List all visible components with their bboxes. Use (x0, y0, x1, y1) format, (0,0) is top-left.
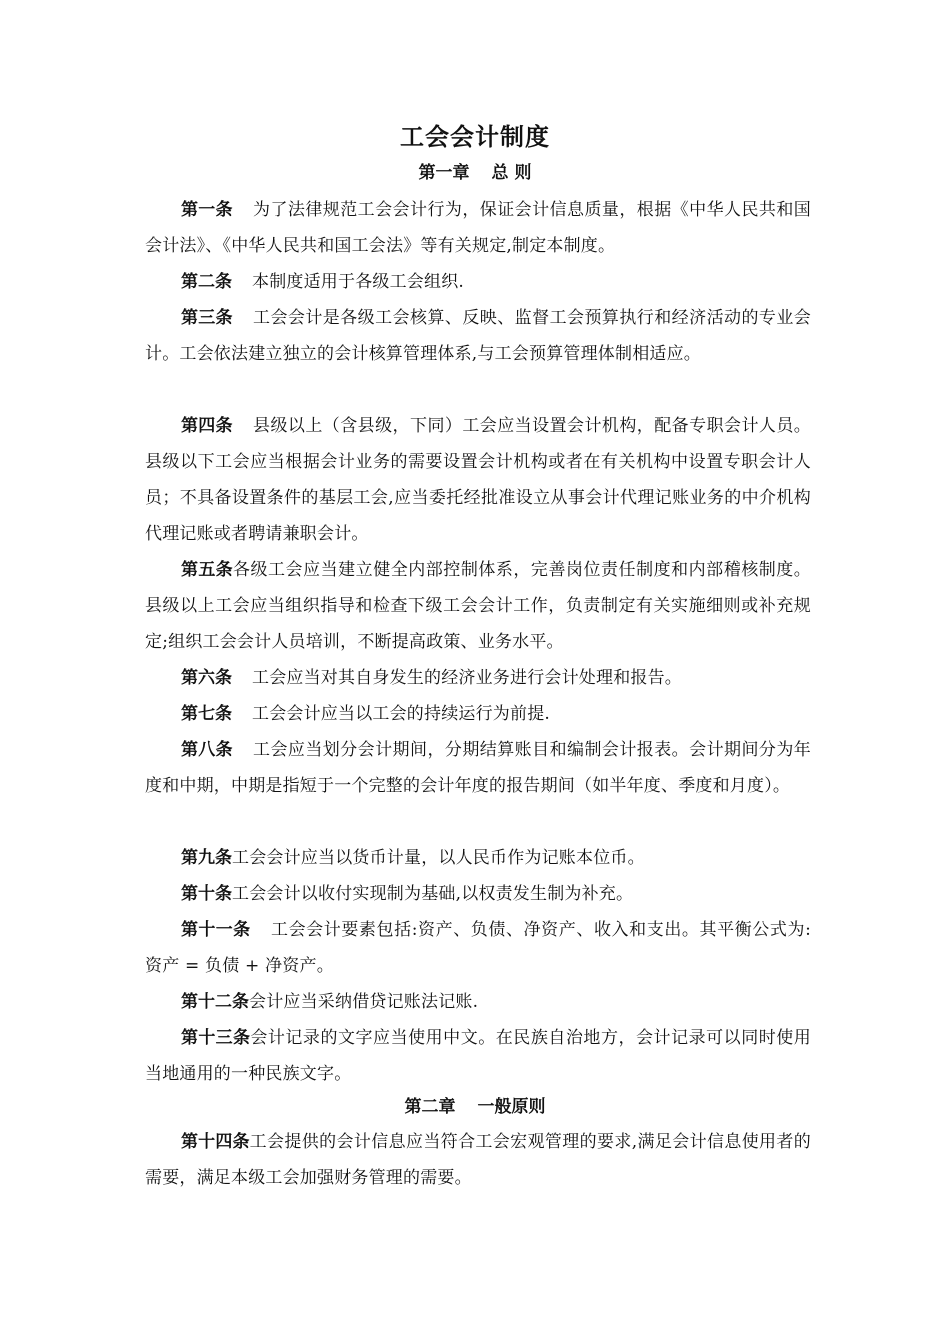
article-text: 各级工会应当建立健全内部控制体系，完善岗位责任制度和内部稽核制度。县级以上工会应当组织指导和检查下级工会会计工作，负责制定有关实施细则或补充规定;组织工会会计人员培训，不断提高政策、业务水平。 (145, 560, 811, 652)
article-11 (145, 912, 811, 984)
article-label: 第十二条 (181, 992, 249, 1012)
article-text: 工会应当划分会计期间，分期结算账目和编制会计报表。会计期间分为年度和中期，中期是指短于一个完整的会计年度的报告期间（如半年度、季度和月度）。 (145, 740, 812, 796)
article-label: 第三条 (181, 308, 233, 328)
article-label: 第一条 (181, 200, 233, 220)
chapter-number: 第二章 (404, 1097, 456, 1117)
article-text: 为了法律规范工会会计行为，保证会计信息质量，根据《中华人民共和国会计法》、《中华人民共和国工会法》等有关规定,制定本制度。 (145, 200, 812, 256)
article-text: 工会应当对其自身发生的经济业务进行会计处理和报告。 (252, 668, 682, 688)
chapter-heading-2 (0, 1094, 950, 1120)
article-14 (145, 1124, 811, 1196)
article-text: 县级以上（含县级，下同）工会应当设置会计机构，配备专职会计人员。县级以下工会应当根据会计业务的需要设置会计机构或者在有关机构中设置专职会计人员；不具备设置条件的基层工会,应当委托经批准设立从事会计代理记账业务的中介机构代理记账或者聘请兼职会计。 (145, 416, 812, 544)
article-label: 第四条 (181, 416, 233, 436)
article-label: 第七条 (181, 704, 232, 724)
article-label: 第九条 (181, 848, 232, 868)
article-5 (145, 552, 811, 660)
article-4 (145, 408, 811, 552)
article-2 (145, 264, 811, 300)
article-label: 第十条 (181, 884, 232, 904)
article-3 (145, 300, 811, 372)
document-title: 工会会计制度 (400, 123, 550, 151)
article-text: 工会提供的会计信息应当符合工会宏观管理的要求,满足会计信息使用者的需要，满足本级工会加强财务管理的需要。 (145, 1132, 811, 1188)
article-13 (145, 1020, 811, 1092)
article-text: 本制度适用于各级工会组织. (252, 272, 465, 292)
article-8 (145, 732, 811, 804)
article-6 (145, 660, 811, 696)
chapter-name: 一般原则 (477, 1097, 546, 1117)
chapter-name: 总 则 (491, 163, 532, 183)
article-label: 第十四条 (181, 1132, 250, 1152)
article-1 (145, 192, 811, 264)
chapter-heading-1 (0, 160, 950, 186)
article-text: 工会会计以收付实现制为基础,以权责发生制为补充。 (232, 884, 634, 904)
article-label: 第八条 (181, 740, 233, 760)
article-text: 工会会计应当以货币计量，以人民币作为记账本位币。 (232, 848, 645, 868)
article-label: 第十三条 (181, 1028, 251, 1048)
article-label: 第五条 (181, 560, 233, 580)
article-text: 工会会计是各级工会核算、反映、监督工会预算执行和经济活动的专业会计。工会依法建立独立的会计核算管理体系,与工会预算管理体制相适应。 (145, 308, 812, 364)
article-label: 第二条 (181, 272, 232, 292)
article-label: 第六条 (181, 668, 232, 688)
article-text: 工会会计要素包括:资产、负债、净资产、收入和支出。其平衡公式为:资产 = 负债 + 净资产。 (145, 920, 812, 976)
article-12 (145, 984, 811, 1020)
article-9 (145, 840, 811, 876)
article-10 (145, 876, 811, 912)
chapter-number: 第一章 (418, 163, 470, 183)
article-text: 工会会计应当以工会的持续运行为前提. (252, 704, 551, 724)
article-text: 会计应当采纳借贷记账法记账. (249, 992, 479, 1012)
article-text: 会计记录的文字应当使用中文。在民族自治地方，会计记录可以同时使用当地通用的一种民族文字。 (145, 1028, 811, 1084)
article-label: 第十一条 (181, 920, 251, 940)
article-7 (145, 696, 811, 732)
